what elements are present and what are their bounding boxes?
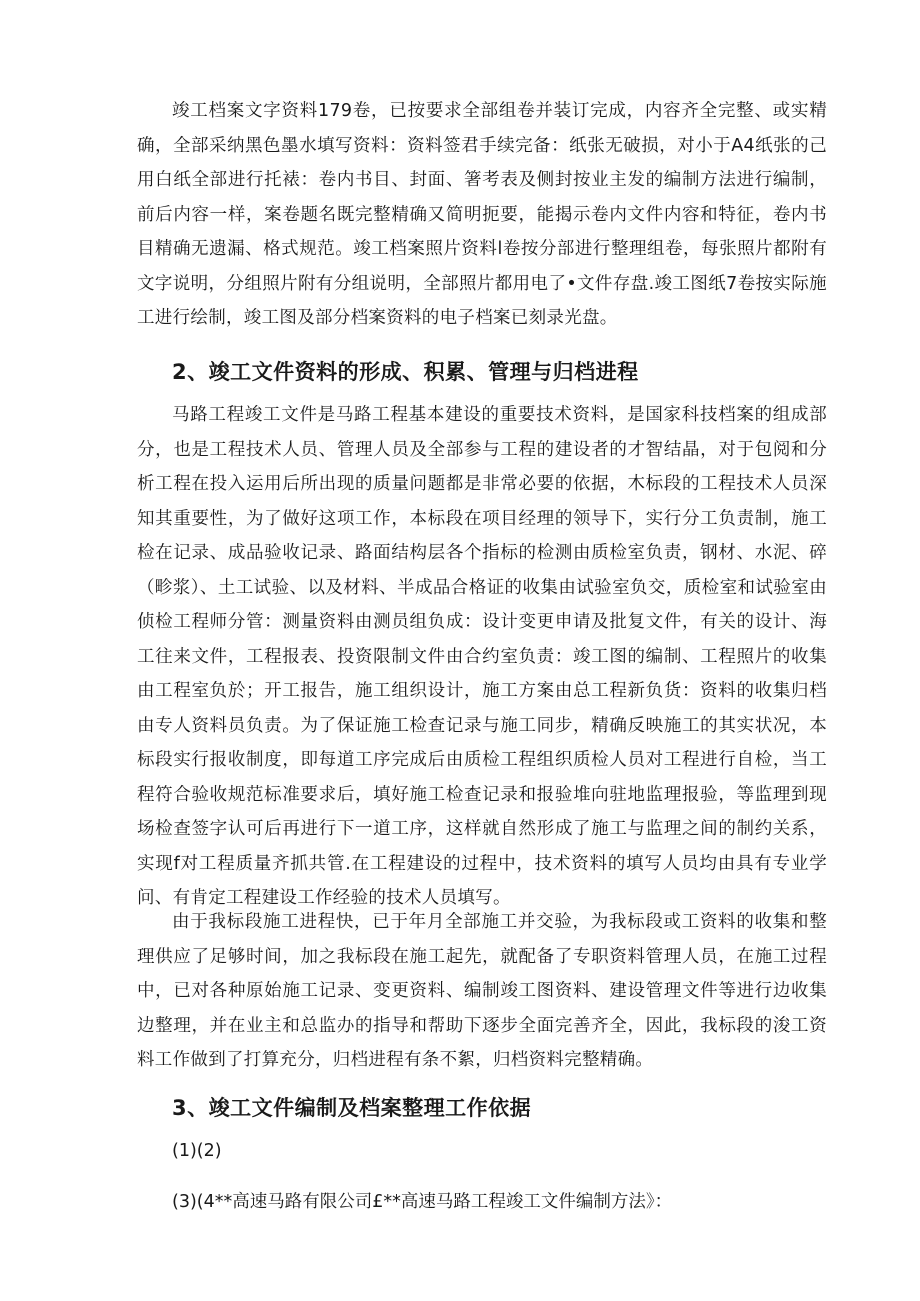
paragraph-construction-progress: 由于我标段施工进程快，已于年月全部施工并交验，为我标段或工资料的收集和整理供应了足够时间，加之我标段在施工起先，就配备了专职资料管理人员，在施工过程中，已对各种原始施工记录、变更资料、编制竣工图资料、建设管理文件等进行边收集边整理，并在业主和总监办的指导和帮助下逐步全面完善齐全，因此，我标段的浚工资料工作做到了打算充分，归档进程有条不絮，归档资料完整精确。	[137, 912, 827, 1070]
section-heading-2: 2、竣工文件资料的形成、积累、管理与归档进程	[172, 360, 639, 384]
paragraph-document-formation: 马路工程竣工文件是马路工程基本建设的重要技术资料，是国家科技档案的组成部分，也是工程技术人员、管理人员及全部参与工程的建设者的才智结晶，对于包阅和分析工程在投入运用后所出现的质量问题都是非常必要的依据，木标段的工程技术人员深知其重要性，为了做好这项工作，本标段在项目经理的领导下，实行分工负责制，施工检在记录、成品验收记录、路面结构层各个指标的检测由质检室负责，钢材、水泥、碎（畛浆）、土工试验、以及材料、半成品合格证的收集由试验室负交，质检室和试验室由侦检工程师分管：测量资料由测员组负成：设计变更申请及批复文件，有关的设计、海工往来文件，工程报表、投资限制文件由合约室负责：竣工图的编制、工程照片的收集由工程室负於；开工报告，施工组织设计，施工方案由总工程新负货：资料的收集归档由专人资料员负责。为了保证施工检查记录与施工同步，精确反映施工的其实状况，本标段实行报收制度，即每道工序完成后由质检工程组织质检人员对工程进行自检，当工程符合验收规范标准要求后，填好施工检查记录和报验堆向驻地监理报验，等监理到现场检查签字认可后再进行下一道工序，这样就自然形成了施工与监理之间的制约关系，实现f对工程质量齐抓共管.在工程建设的过程中，技术资料的填写人员均由具有专业学问、有肯定工程建设工作经验的技术人员填写。	[137, 405, 827, 908]
section-heading-3: 3、竣工文件编制及档案整理工作依据	[172, 1096, 532, 1120]
paragraph-archive-summary: 竣工档案文字资料179卷，已按要求全部组卷并装订完成，内容齐全完整、或实精确，全部采纳黑色墨水填写资料：资料签君手续完备：纸张无破损，对小于A4纸张的己用白纸全部进行托裱：卷内书目、封面、箸考表及侧封按业主发的编制方法进行编制，前后内容一样，案卷题名既完整精确又简明扼要，能揭示卷内文件内容和特征，卷内书目精确无遗漏、格式规范。竣工档案照片资料l卷按分部进行整理组卷，每张照片都附有文字说明，分组照片附有分组说明，全部照片都用电了•文件存盘.竣工图纸7卷按实际施工进行绘制，竣工图及部分档案资料的电子档案已刻录光盘。	[137, 101, 827, 328]
list-item-1-2: (1)(2)	[172, 1141, 222, 1161]
list-item-3: (3)(4**高速马路有限公司£**高速马路工程竣工文件编制方法》：	[172, 1192, 673, 1212]
